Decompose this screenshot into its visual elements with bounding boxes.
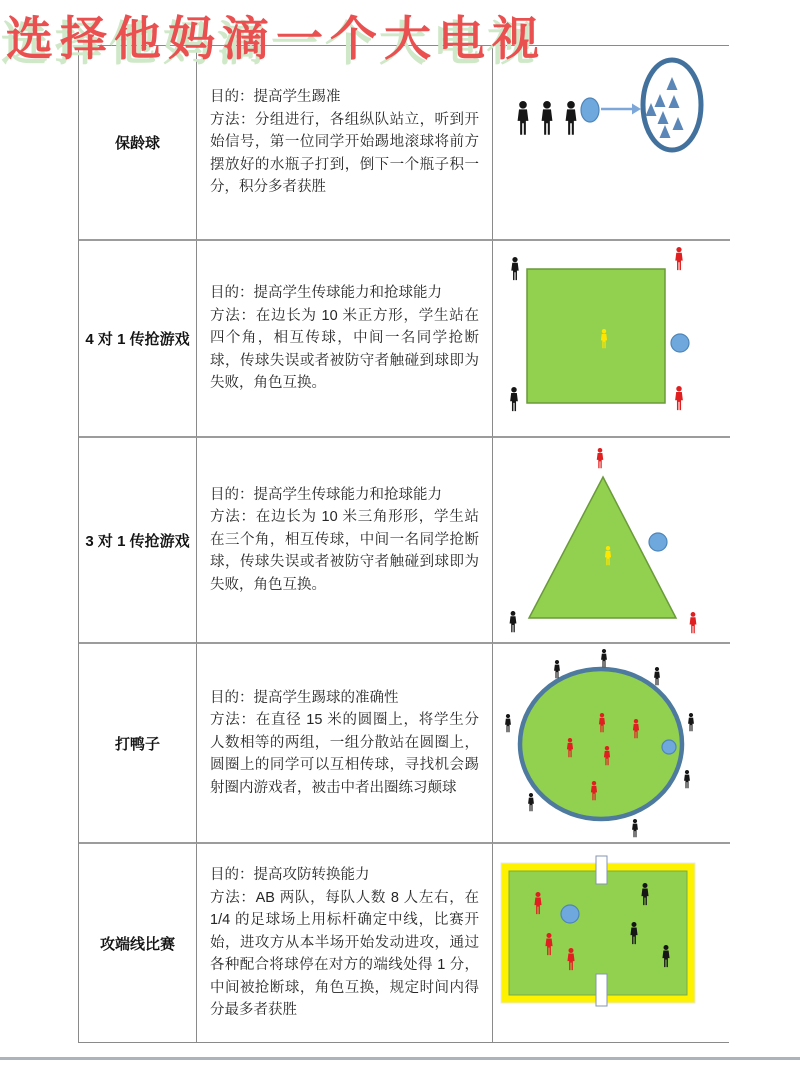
triangle-field-diagram (494, 438, 729, 642)
game-name: 攻端线比赛 (79, 844, 197, 1042)
bottom-divider (0, 1057, 800, 1060)
bowling-diagram (494, 46, 729, 239)
passer-icon (675, 247, 682, 270)
passer-icon (510, 611, 517, 632)
game-purpose: 目的：提高学生传球能力和抢球能力 (210, 486, 442, 503)
ball-icon (671, 334, 689, 352)
square-field (527, 269, 665, 403)
game-name: 4 对 1 传抢游戏 (79, 241, 197, 438)
game-method: 方法：分组进行，各组纵队站立，听到开始信号，第一位同学开始踢地滚球将前方摆放好的水瓶子打到，倒下一个瓶子积一分，积分多者获胜 (210, 111, 479, 196)
ball-icon (581, 98, 599, 122)
shooter-icon (505, 714, 511, 732)
game-diagram-cell (493, 438, 730, 644)
passer-icon (675, 386, 683, 410)
watermark-text: 选择他妈滴一个大电视 (6, 14, 546, 66)
shooter-icon (601, 649, 607, 667)
student-icon (566, 101, 577, 135)
game-purpose: 目的：提高学生踢准 (210, 89, 341, 106)
shooter-icon (554, 660, 560, 678)
game-method: 方法：在直径 15 米的圆圈上，将学生分人数相等的两组，一组分散站在圆圈上，圆圈上的同学可以互相传球，寻找机会踢射圈内游戏者，被击中者出圈练习颠球 (210, 712, 479, 796)
game-diagram-cell (493, 644, 730, 844)
marker-pole (596, 856, 607, 884)
game-method: 方法：AB 两队，每队人数 8 人左右，在 1/4 的足球场上用标杆确定中线，比赛开始，进攻方从本半场开始发动进攻，通过各种配合将球停在对方的端线处得 1 分，中间被抢断球，角色互换，规定时间内得分最多者获胜 (210, 889, 479, 1019)
marker-pole (596, 974, 607, 1006)
game-description (197, 438, 493, 644)
game-description (197, 241, 493, 438)
games-table (78, 45, 729, 1043)
game-description (197, 46, 493, 241)
passer-icon (510, 387, 518, 411)
game-diagram-cell (493, 844, 730, 1042)
shooter-icon (688, 713, 694, 731)
circle-field-diagram (494, 644, 729, 842)
game-purpose: 目的：提高攻防转换能力 (210, 867, 370, 884)
pitch-field-diagram (494, 844, 729, 1042)
game-purpose: 目的：提高学生踢球的准确性 (210, 689, 399, 706)
shooter-icon (654, 667, 660, 685)
game-diagram-cell (493, 241, 730, 438)
shooter-icon (632, 819, 638, 837)
passer-icon (690, 612, 697, 633)
student-icon (542, 101, 553, 135)
shooter-icon (528, 793, 534, 811)
game-description (197, 844, 493, 1042)
game-description (197, 644, 493, 844)
game-name: 保龄球 (79, 46, 197, 241)
ball-icon (649, 533, 667, 551)
game-method: 方法：在边长为 10 米正方形，学生站在四个角，相互传球，中间一名同学抢断球，传球失误或者被防守者触碰到球即为失败，角色互换。 (210, 307, 479, 392)
shooter-icon (684, 770, 690, 788)
student-icon (518, 101, 529, 135)
game-name: 打鸭子 (79, 644, 197, 844)
ball-icon (561, 905, 579, 923)
passer-icon (511, 257, 518, 280)
kick-arrow (601, 104, 641, 115)
game-diagram-cell (493, 46, 730, 241)
circle-field (520, 669, 682, 819)
square-field-diagram (494, 241, 729, 436)
passer-icon (597, 448, 603, 468)
game-purpose: 目的：提高学生传球能力和抢球能力 (210, 285, 442, 302)
ball-icon (662, 740, 676, 754)
game-method: 方法：在边长为 10 米三角形形，学生站在三个角，相互传球，中间一名同学抢断球，传球失误或者被防守者触碰到球即为失败，角色互换。 (210, 509, 479, 593)
game-name: 3 对 1 传抢游戏 (79, 438, 197, 644)
